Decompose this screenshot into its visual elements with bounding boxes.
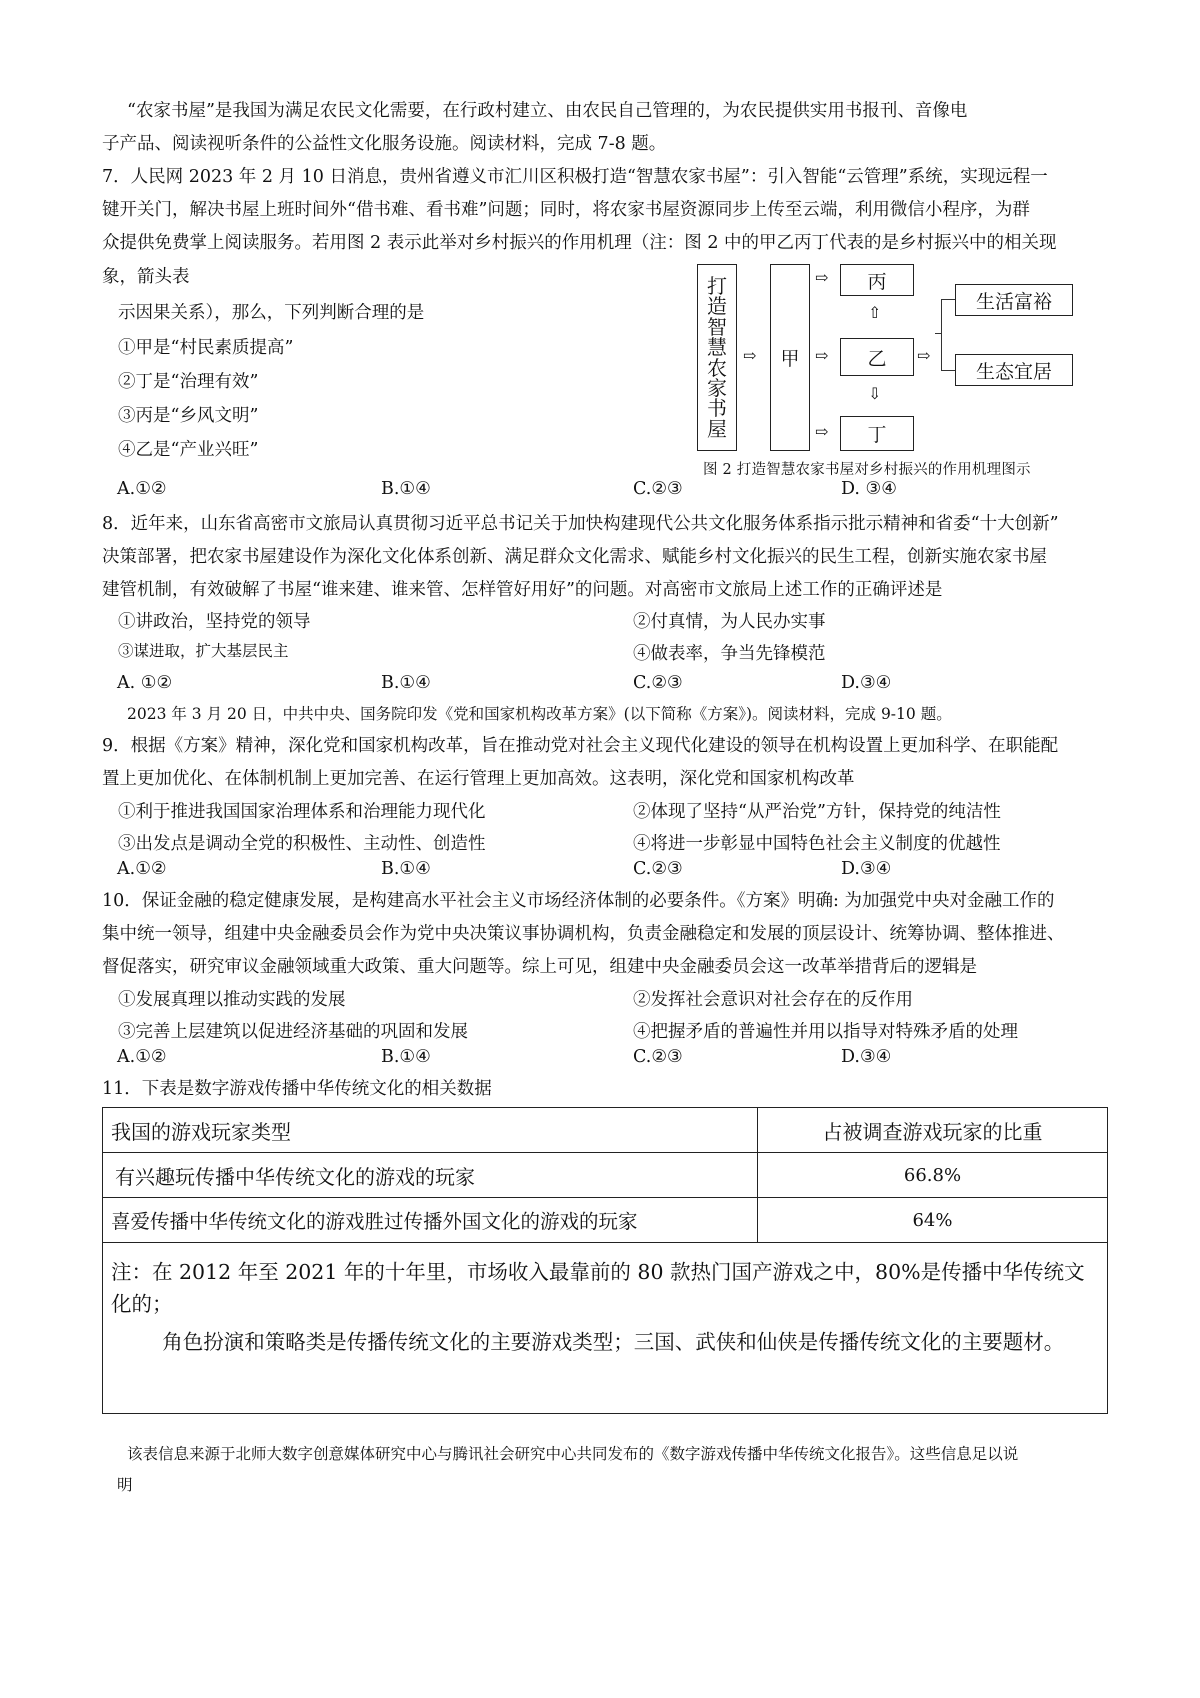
table-cell: 66.8%: [758, 1153, 1108, 1198]
q8-item-1: ①讲政治，坚持党的领导: [118, 612, 311, 632]
q7-stem-4: 象，箭头表: [102, 267, 190, 287]
q8-stem-1: 8．近年来，山东省高密市文旅局认真贯彻习近平总书记关于加快构建现代公共文化服务体系指示批示精神和省委“十大创新”: [102, 514, 1059, 534]
arrow-right-icon: ⇨: [815, 422, 829, 441]
q8-option-c: C.②③: [633, 673, 683, 693]
q7-item-4: ④乙是“产业兴旺”: [118, 440, 259, 460]
q9-item-1: ①利于推进我国国家治理体系和治理能力现代化: [118, 802, 486, 822]
diagram-box-bing: 丙: [840, 264, 914, 296]
q9-item-3: ③出发点是调动全党的积极性、主动性、创造性: [118, 834, 486, 854]
q8-item-2: ②付真情，为人民办实事: [633, 612, 826, 632]
q9-option-d: D.③④: [841, 859, 892, 879]
table-row: [103, 1153, 1108, 1198]
q7-item-2: ②丁是“治理有效”: [118, 372, 259, 392]
q10-option-d: D.③④: [841, 1047, 892, 1067]
diagram-source-char: 智: [707, 314, 727, 339]
table-row: [103, 1198, 1108, 1243]
q10-stem-2: 集中统一领导，组建中央金融委员会作为党中央决策议事协调机构，负责金融稳定和发展的顶层设计、统筹协调、整体推进、: [102, 924, 1065, 944]
q7-stem-1: 7．人民网 2023 年 2 月 10 日消息，贵州省遵义市汇川区积极打造“智慧农家书屋”：引入智能“云管理”系统，实现远程一: [102, 167, 1048, 187]
intro-9-10: 2023 年 3 月 20 日，中共中央、国务院印发《党和国家机构改革方案》(以下简称《方案》)。阅读材料，完成 9-10 题。: [127, 705, 952, 723]
diagram-box-ecology: 生态宜居: [955, 354, 1073, 386]
diagram-source-char: 造: [707, 294, 727, 319]
diagram-bracket-stem: [935, 333, 941, 334]
arrow-right-icon: ⇨: [917, 346, 931, 365]
q10-item-3: ③完善上层建筑以促进经济基础的巩固和发展: [118, 1022, 468, 1042]
q7-option-d: D. ③④: [841, 479, 897, 499]
table-header-row: [103, 1108, 1108, 1153]
table-header-cell: 占被调查游戏玩家的比重: [758, 1108, 1108, 1153]
figure-2-diagram: [697, 264, 1109, 479]
q10-option-b: B.①④: [381, 1047, 431, 1067]
table-note: [103, 1243, 1108, 1414]
q7-item-3: ③丙是“乡风文明”: [118, 406, 259, 426]
q7-option-c: C.②③: [633, 479, 683, 499]
arrow-down-icon: ⇩: [868, 384, 882, 403]
q10-item-2: ②发挥社会意识对社会存在的反作用: [633, 990, 913, 1010]
q9-item-2: ②体现了坚持“从严治党”方针，保持党的纯洁性: [633, 802, 1001, 822]
arrow-right-icon: ⇨: [743, 346, 757, 365]
arrow-right-icon: ⇨: [815, 268, 829, 287]
q10-option-a: A.①②: [117, 1047, 167, 1067]
diagram-box-prosperity: 生活富裕: [955, 284, 1073, 316]
diagram-source-char: 打: [707, 273, 727, 298]
diagram-source-char: 农: [707, 355, 727, 380]
diagram-source-char: 屋: [707, 416, 727, 441]
q9-stem-1: 9．根据《方案》精神，深化党和国家机构改革，旨在推动党对社会主义现代化建设的领导在机构设置上更加科学、在职能配: [102, 736, 1059, 756]
q9-option-a: A.①②: [117, 859, 167, 879]
diagram-source-box: [697, 264, 737, 451]
intro-line-2: 子产品、阅读视听条件的公益性文化服务设施。阅读材料，完成 7-8 题。: [102, 134, 667, 154]
q9-item-4: ④将进一步彰显中国特色社会主义制度的优越性: [633, 834, 1001, 854]
diagram-bracket: [941, 299, 956, 371]
q11-data-table: [102, 1107, 1108, 1414]
q10-option-c: C.②③: [633, 1047, 683, 1067]
q8-item-3: ③谋进取，扩大基层民主: [118, 642, 289, 660]
q7-option-b: B.①④: [381, 479, 431, 499]
table-cell: 喜爱传播中华传统文化的游戏胜过传播外国文化的游戏的玩家: [103, 1198, 758, 1243]
q8-item-4: ④做表率，争当先锋模范: [633, 644, 826, 664]
q8-stem-3: 建管机制，有效破解了书屋“谁来建、谁来管、怎样管好用好”的问题。对高密市文旅局上述工作的正确评述是: [102, 580, 943, 600]
q8-option-a: A. ①②: [117, 673, 173, 693]
q7-stem-5: 示因果关系），那么，下列判断合理的是: [118, 303, 425, 323]
table-cell: 64%: [758, 1198, 1108, 1243]
table-header-cell: 我国的游戏玩家类型: [103, 1108, 758, 1153]
q10-item-1: ①发展真理以推动实践的发展: [118, 990, 346, 1010]
table-note-line-2: 角色扮演和策略类是传播传统文化的主要游戏类型；三国、武侠和仙侠是传播传统文化的主要题材。: [162, 1329, 1065, 1354]
q9-stem-2: 置上更加优化、在体制机制上更加完善、在运行管理上更加高效。这表明，深化党和国家机构改革: [102, 769, 855, 789]
diagram-source-char: 慧: [707, 335, 727, 360]
arrow-right-icon: ⇨: [815, 346, 829, 365]
table-note-line-1: 注：在 2012 年至 2021 年的十年里，市场收入最靠前的 80 款热门国产游戏之中，80%是传播中华传统文化的；: [111, 1260, 1085, 1316]
q11-after-1: 该表信息来源于北师大数字创意媒体研究中心与腾讯社会研究中心共同发布的《数字游戏传播中华传统文化报告》。这些信息足以说: [127, 1445, 1019, 1463]
arrow-up-icon: ⇧: [868, 303, 882, 322]
q7-option-a: A.①②: [117, 479, 167, 499]
diagram-caption: 图 2 打造智慧农家书屋对乡村振兴的作用机理图示: [703, 462, 1031, 478]
diagram-box-ding: 丁: [840, 416, 914, 451]
diagram-box-jia: 甲: [770, 264, 810, 451]
q10-item-4: ④把握矛盾的普遍性并用以指导对特殊矛盾的处理: [633, 1022, 1018, 1042]
q11-after-2: 明: [117, 1476, 133, 1494]
q8-stem-2: 决策部署，把农家书屋建设作为深化文化体系创新、满足群众文化需求、赋能乡村文化振兴的民生工程，创新实施农家书屋: [102, 547, 1047, 567]
q7-stem-3: 众提供免费掌上阅读服务。若用图 2 表示此举对乡村振兴的作用机理（注：图 2 中的甲乙丙丁代表的是乡村振兴中的相关现: [102, 233, 1057, 253]
q9-option-b: B.①④: [381, 859, 431, 879]
intro-line-1: “农家书屋”是我国为满足农民文化需要，在行政村建立、由农民自己管理的，为农民提供实用书报刊、音像电: [127, 101, 968, 121]
diagram-source-char: 书: [707, 396, 727, 421]
q9-option-c: C.②③: [633, 859, 683, 879]
q7-stem-2: 键开关门，解决书屋上班时间外“借书难、看书难”问题；同时，将农家书屋资源同步上传至云端，利用微信小程序，为群: [102, 200, 1030, 220]
diagram-source-char: 家: [707, 375, 727, 400]
q7-item-1: ①甲是“村民素质提高”: [118, 338, 294, 358]
table-note-row: [103, 1243, 1108, 1414]
q8-option-d: D.③④: [841, 673, 892, 693]
q10-stem-1: 10．保证金融的稳定健康发展，是构建高水平社会主义市场经济体制的必要条件。《方案》明确: 为加强党中央对金融工作的: [102, 891, 1055, 911]
diagram-box-yi: 乙: [840, 338, 914, 376]
q8-option-b: B.①④: [381, 673, 431, 693]
q11-stem: 11．下表是数字游戏传播中华传统文化的相关数据: [102, 1079, 492, 1099]
table-cell: 有兴趣玩传播中华传统文化的游戏的玩家: [103, 1153, 758, 1198]
q10-stem-3: 督促落实，研究审议金融领域重大政策、重大问题等。综上可见，组建中央金融委员会这一改革举措背后的逻辑是: [102, 957, 977, 977]
